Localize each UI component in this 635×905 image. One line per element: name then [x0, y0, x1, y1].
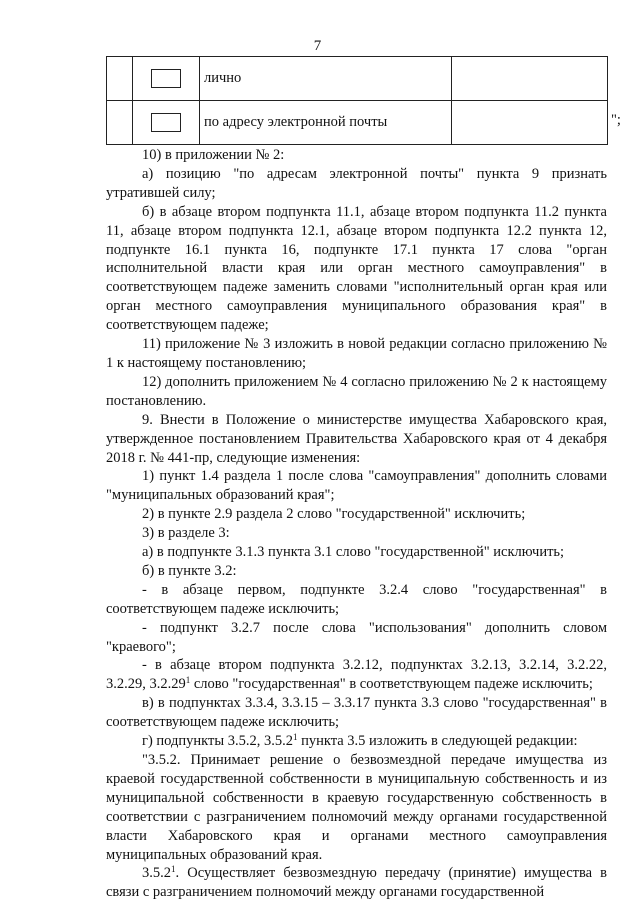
- text-span: 3.5.2: [142, 865, 171, 882]
- paragraph: 11) приложение № 3 изложить в новой редакции согласно приложению № 1 к настоящему постановлению;: [106, 336, 607, 371]
- paragraph: а) позицию "по адресам электронной почты" пункта 9 признать утратившей силу;: [106, 165, 607, 201]
- table-cell: [107, 101, 133, 145]
- paragraph: - в абзаце первом, подпункте 3.2.4 слово "государственная" в соответствующем падеже исключить;: [106, 581, 607, 617]
- table-cell: [452, 101, 608, 145]
- text-span: . Осуществляет безвозмездную передачу (принятие) имущества в связи с разграничением полномочий между органами государственной: [106, 865, 607, 901]
- superscript: 1: [185, 675, 191, 686]
- paragraph: [106, 656, 607, 694]
- closing-quote: ";: [611, 112, 621, 128]
- paragraph: б) в пункте 3.2:: [142, 562, 237, 579]
- checkbox-email[interactable]: [151, 113, 181, 132]
- option-label-email: по адресу электронной почты: [200, 101, 452, 145]
- text-span: слово "государственная" в соответствующем падеже исключить;: [190, 676, 593, 693]
- option-label-in-person: лично: [200, 57, 452, 101]
- paragraph: "3.5.2. Принимает решение о безвозмездной передаче имущества из краевой государственной собственности в муниципальную собственность и из муниципальной собственности в краевую государственную собственность в соответствии с разграничением полномочий между органами государственной власти Хабаровского края и органами местного самоуправления муниципальных образований края.: [106, 752, 607, 863]
- table-row: [107, 57, 608, 101]
- paragraph: б) в абзаце втором подпункта 11.1, абзаце втором подпункта 11.2 пункта 11, абзаце втором подпункта 12.1, абзаце втором подпункта 12.2 пункта 12, подпункте 16.1 пункта 16, подпункте 17.1 пункта 17 слова "орган исполнительной власти края или орган местного самоуправления" в соответствующем падеже заменить словами "исполнительный орган края или орган местного самоуправления муниципального образования края" в соответствующем падеже;: [106, 203, 607, 334]
- table-row: [107, 101, 608, 145]
- paragraph: 12) дополнить приложением № 4 согласно приложению № 2 к настоящему постановлению.: [106, 373, 607, 409]
- superscript: 1: [171, 864, 176, 875]
- paragraph: в) в подпунктах 3.3.4, 3.3.15 – 3.3.17 пункта 3.3 слово "государственная" в соответствующем падеже исключить;: [106, 695, 607, 731]
- table-cell: [452, 57, 608, 101]
- checkbox-in-person[interactable]: [151, 69, 181, 88]
- paragraph: 2) в пункте 2.9 раздела 2 слово "государственной" исключить;: [142, 506, 526, 523]
- table-cell: [133, 101, 200, 145]
- paragraph: 10) в приложении № 2:: [142, 147, 285, 163]
- paragraph: - подпункт 3.2.7 после слова "использования" дополнить словом "краевого";: [106, 619, 607, 655]
- paragraph: 1) пункт 1.4 раздела 1 после слова "самоуправления" дополнить словами "муниципальных образований края";: [106, 468, 607, 504]
- contact-method-table: [106, 56, 608, 145]
- paragraph: 3) в разделе 3:: [142, 525, 230, 542]
- paragraph: 9. Внести в Положение о министерстве имущества Хабаровского края, утвержденное постановлением Правительства Хабаровского края от 4 декабря 2018 г. № 441-пр, следующие изменения:: [106, 411, 607, 466]
- paragraph: а) в подпункте 3.1.3 пункта 3.1 слово "государственной" исключить;: [142, 544, 565, 561]
- table-cell: [107, 57, 133, 101]
- text-span: г) подпункты 3.5.2, 3.5.2: [142, 733, 293, 750]
- document-body: [106, 146, 607, 902]
- paragraph: [106, 864, 607, 902]
- table-cell: [133, 57, 200, 101]
- page-number: 7: [313, 38, 322, 54]
- superscript: 1: [292, 732, 298, 743]
- text-span: пункта 3.5 изложить в следующей редакции:: [297, 733, 578, 750]
- paragraph: [106, 732, 607, 751]
- text-span: - в абзаце втором подпункта 3.2.12, подпунктах 3.2.13, 3.2.14, 3.2.22, 3.2.29, 3.2.29: [106, 657, 607, 693]
